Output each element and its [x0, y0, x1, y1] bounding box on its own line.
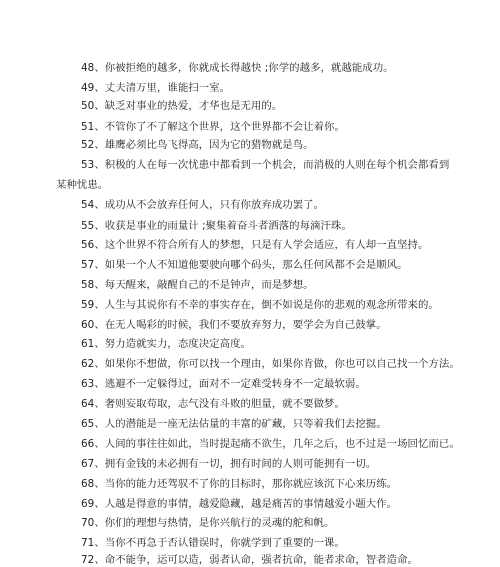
item-text: 收获是事业的雨量计 ;聚集着奋斗者洒落的每滴汗珠。: [104, 220, 352, 232]
item-text: 如果你不想做，你可以找一个理由，如果你肯做，你也可以自己找一个方法。: [104, 358, 460, 370]
item-text: 雄鹰必须比鸟飞得高，因为它的猎物就是鸟。: [104, 139, 314, 151]
item-text: 你被拒绝的越多，你就成长得越快 ;你学的越多，就越能成功。: [104, 62, 394, 74]
list-item: 50、缺乏对事业的热爱，才华也是无用的。: [81, 100, 283, 112]
item-number: 57: [81, 259, 95, 271]
item-text: 每天醒来，敲醒自己的不是钟声，而是梦想。: [104, 279, 314, 291]
list-item: 71、当你不再急于否认错误时，你就学到了重要的一课。: [81, 537, 345, 549]
item-text: 人生与其说你有不幸的事实存在，倒不如说是你的悲观的观念所带来的。: [104, 299, 439, 311]
list-item: 57、如果一个人不知道他要驶向哪个码头，那么任何风都不会是顺风。: [81, 259, 408, 271]
list-item-continuation: 某种忧患。: [56, 179, 109, 191]
list-item: 58、每天醒来，敲醒自己的不是钟声，而是梦想。: [81, 279, 314, 291]
item-number: 62: [81, 358, 95, 370]
item-number: 61: [81, 338, 95, 350]
item-number: 67: [81, 458, 95, 470]
list-item: 68、当你的能力还驾驭不了你的目标时，那你就应该沉下心来历练。: [81, 478, 398, 490]
item-text: 当你不再急于否认错误时，你就学到了重要的一课。: [104, 537, 345, 549]
item-number: 50: [81, 100, 95, 112]
item-text: 命不能争，运可以造，弱者认命，强者抗命，能者求命，智者造命。: [104, 554, 418, 566]
item-text: 在无人喝彩的时候，我们不要放弃努力，要学会为自己鼓掌。: [104, 319, 387, 331]
list-item: 67、拥有金钱的未必拥有一切，拥有时间的人则可能拥有一切。: [81, 458, 377, 470]
item-text: 丈夫清万里，谁能扫一室。: [104, 82, 231, 94]
list-item: 49、丈夫清万里，谁能扫一室。: [81, 82, 231, 94]
item-number: 49: [81, 82, 95, 94]
item-number: 60: [81, 319, 95, 331]
item-text: 逃避不一定躲得过，面对不一定难受转身不一定最软弱。: [104, 378, 366, 390]
item-number: 48: [81, 62, 95, 74]
list-item: 52、雄鹰必须比鸟飞得高，因为它的猎物就是鸟。: [81, 139, 314, 151]
list-item: 53、积极的人在每一次忧患中都看到一个机会，而消极的人则在每个机会都看到: [81, 159, 450, 171]
item-number: 53: [81, 159, 95, 171]
item-number: 64: [81, 398, 95, 410]
item-text: 不管你了不了解这个世界，这个世界都不会让着你。: [104, 121, 345, 133]
item-text: 这个世界不符合所有人的梦想，只是有人学会适应，有人却一直坚持。: [104, 239, 429, 251]
item-text: 人的潜能是一座无法估量的丰富的矿藏，只等着我们去挖掘。: [104, 418, 387, 430]
item-text: 积极的人在每一次忧患中都看到一个机会，而消极的人则在每个机会都看到: [104, 159, 450, 171]
item-number: 65: [81, 418, 95, 430]
list-item: 72、命不能争，运可以造，弱者认命，强者抗命，能者求命，智者造命。: [81, 554, 418, 566]
list-item: 61、努力造就实力，态度决定高度。: [81, 338, 251, 350]
item-number: 56: [81, 239, 95, 251]
list-item: 63、逃避不一定躲得过，面对不一定难受转身不一定最软弱。: [81, 378, 366, 390]
list-item: 60、在无人喝彩的时候，我们不要放弃努力，要学会为自己鼓掌。: [81, 319, 387, 331]
item-text: 缺乏对事业的热爱，才华也是无用的。: [104, 100, 283, 112]
item-number: 55: [81, 220, 95, 232]
item-number: 72: [81, 554, 95, 566]
list-item: 55、收获是事业的雨量计 ;聚集着奋斗者洒落的每滴汗珠。: [81, 220, 352, 232]
list-item: 62、如果你不想做，你可以找一个理由，如果你肯做，你也可以自己找一个方法。: [81, 358, 460, 370]
item-text: 人越是得意的事情，越爱隐藏，越是痛苦的事情越爱小题大作。: [104, 498, 398, 510]
list-item: 54、成功从不会放弃任何人，只有你放弃成功罢了。: [81, 199, 325, 211]
item-number: 68: [81, 478, 95, 490]
item-number: 52: [81, 139, 95, 151]
item-text: 人间的事往往如此，当时提起痛不欲生，几年之后，也不过是一场回忆而已。: [104, 438, 460, 450]
item-text: 拥有金钱的未必拥有一切，拥有时间的人则可能拥有一切。: [104, 458, 377, 470]
item-text: 奢则妄取苟取，志气没有斗败的胆量，就不要做梦。: [104, 398, 345, 410]
item-number: 70: [81, 517, 95, 529]
list-item: 65、人的潜能是一座无法估量的丰富的矿藏，只等着我们去挖掘。: [81, 418, 387, 430]
item-text: 努力造就实力，态度决定高度。: [104, 338, 251, 350]
item-text: 你们的理想与热情，是你兴航行的灵魂的舵和帆。: [104, 517, 335, 529]
item-number: 66: [81, 438, 95, 450]
list-item: 64、奢则妄取苟取，志气没有斗败的胆量，就不要做梦。: [81, 398, 345, 410]
item-number: 51: [81, 121, 95, 133]
item-number: 69: [81, 498, 95, 510]
list-item: 48、你被拒绝的越多，你就成长得越快 ;你学的越多，就越能成功。: [81, 62, 394, 74]
list-item: 69、人越是得意的事情，越爱隐藏，越是痛苦的事情越爱小题大作。: [81, 498, 398, 510]
list-item: 66、人间的事往往如此，当时提起痛不欲生，几年之后，也不过是一场回忆而已。: [81, 438, 460, 450]
item-number: 71: [81, 537, 95, 549]
list-item: 70、你们的理想与热情，是你兴航行的灵魂的舵和帆。: [81, 517, 335, 529]
item-text: 如果一个人不知道他要驶向哪个码头，那么任何风都不会是顺风。: [104, 259, 408, 271]
item-text: 成功从不会放弃任何人，只有你放弃成功罢了。: [104, 199, 325, 211]
list-item: 56、这个世界不符合所有人的梦想，只是有人学会适应，有人却一直坚持。: [81, 239, 429, 251]
item-number: 54: [81, 199, 95, 211]
list-item: 51、不管你了不了解这个世界，这个世界都不会让着你。: [81, 121, 345, 133]
item-number: 59: [81, 299, 95, 311]
item-text: 当你的能力还驾驭不了你的目标时，那你就应该沉下心来历练。: [104, 478, 398, 490]
list-item: 59、人生与其说你有不幸的事实存在，倒不如说是你的悲观的观念所带来的。: [81, 299, 439, 311]
item-number: 58: [81, 279, 95, 291]
item-number: 63: [81, 378, 95, 390]
